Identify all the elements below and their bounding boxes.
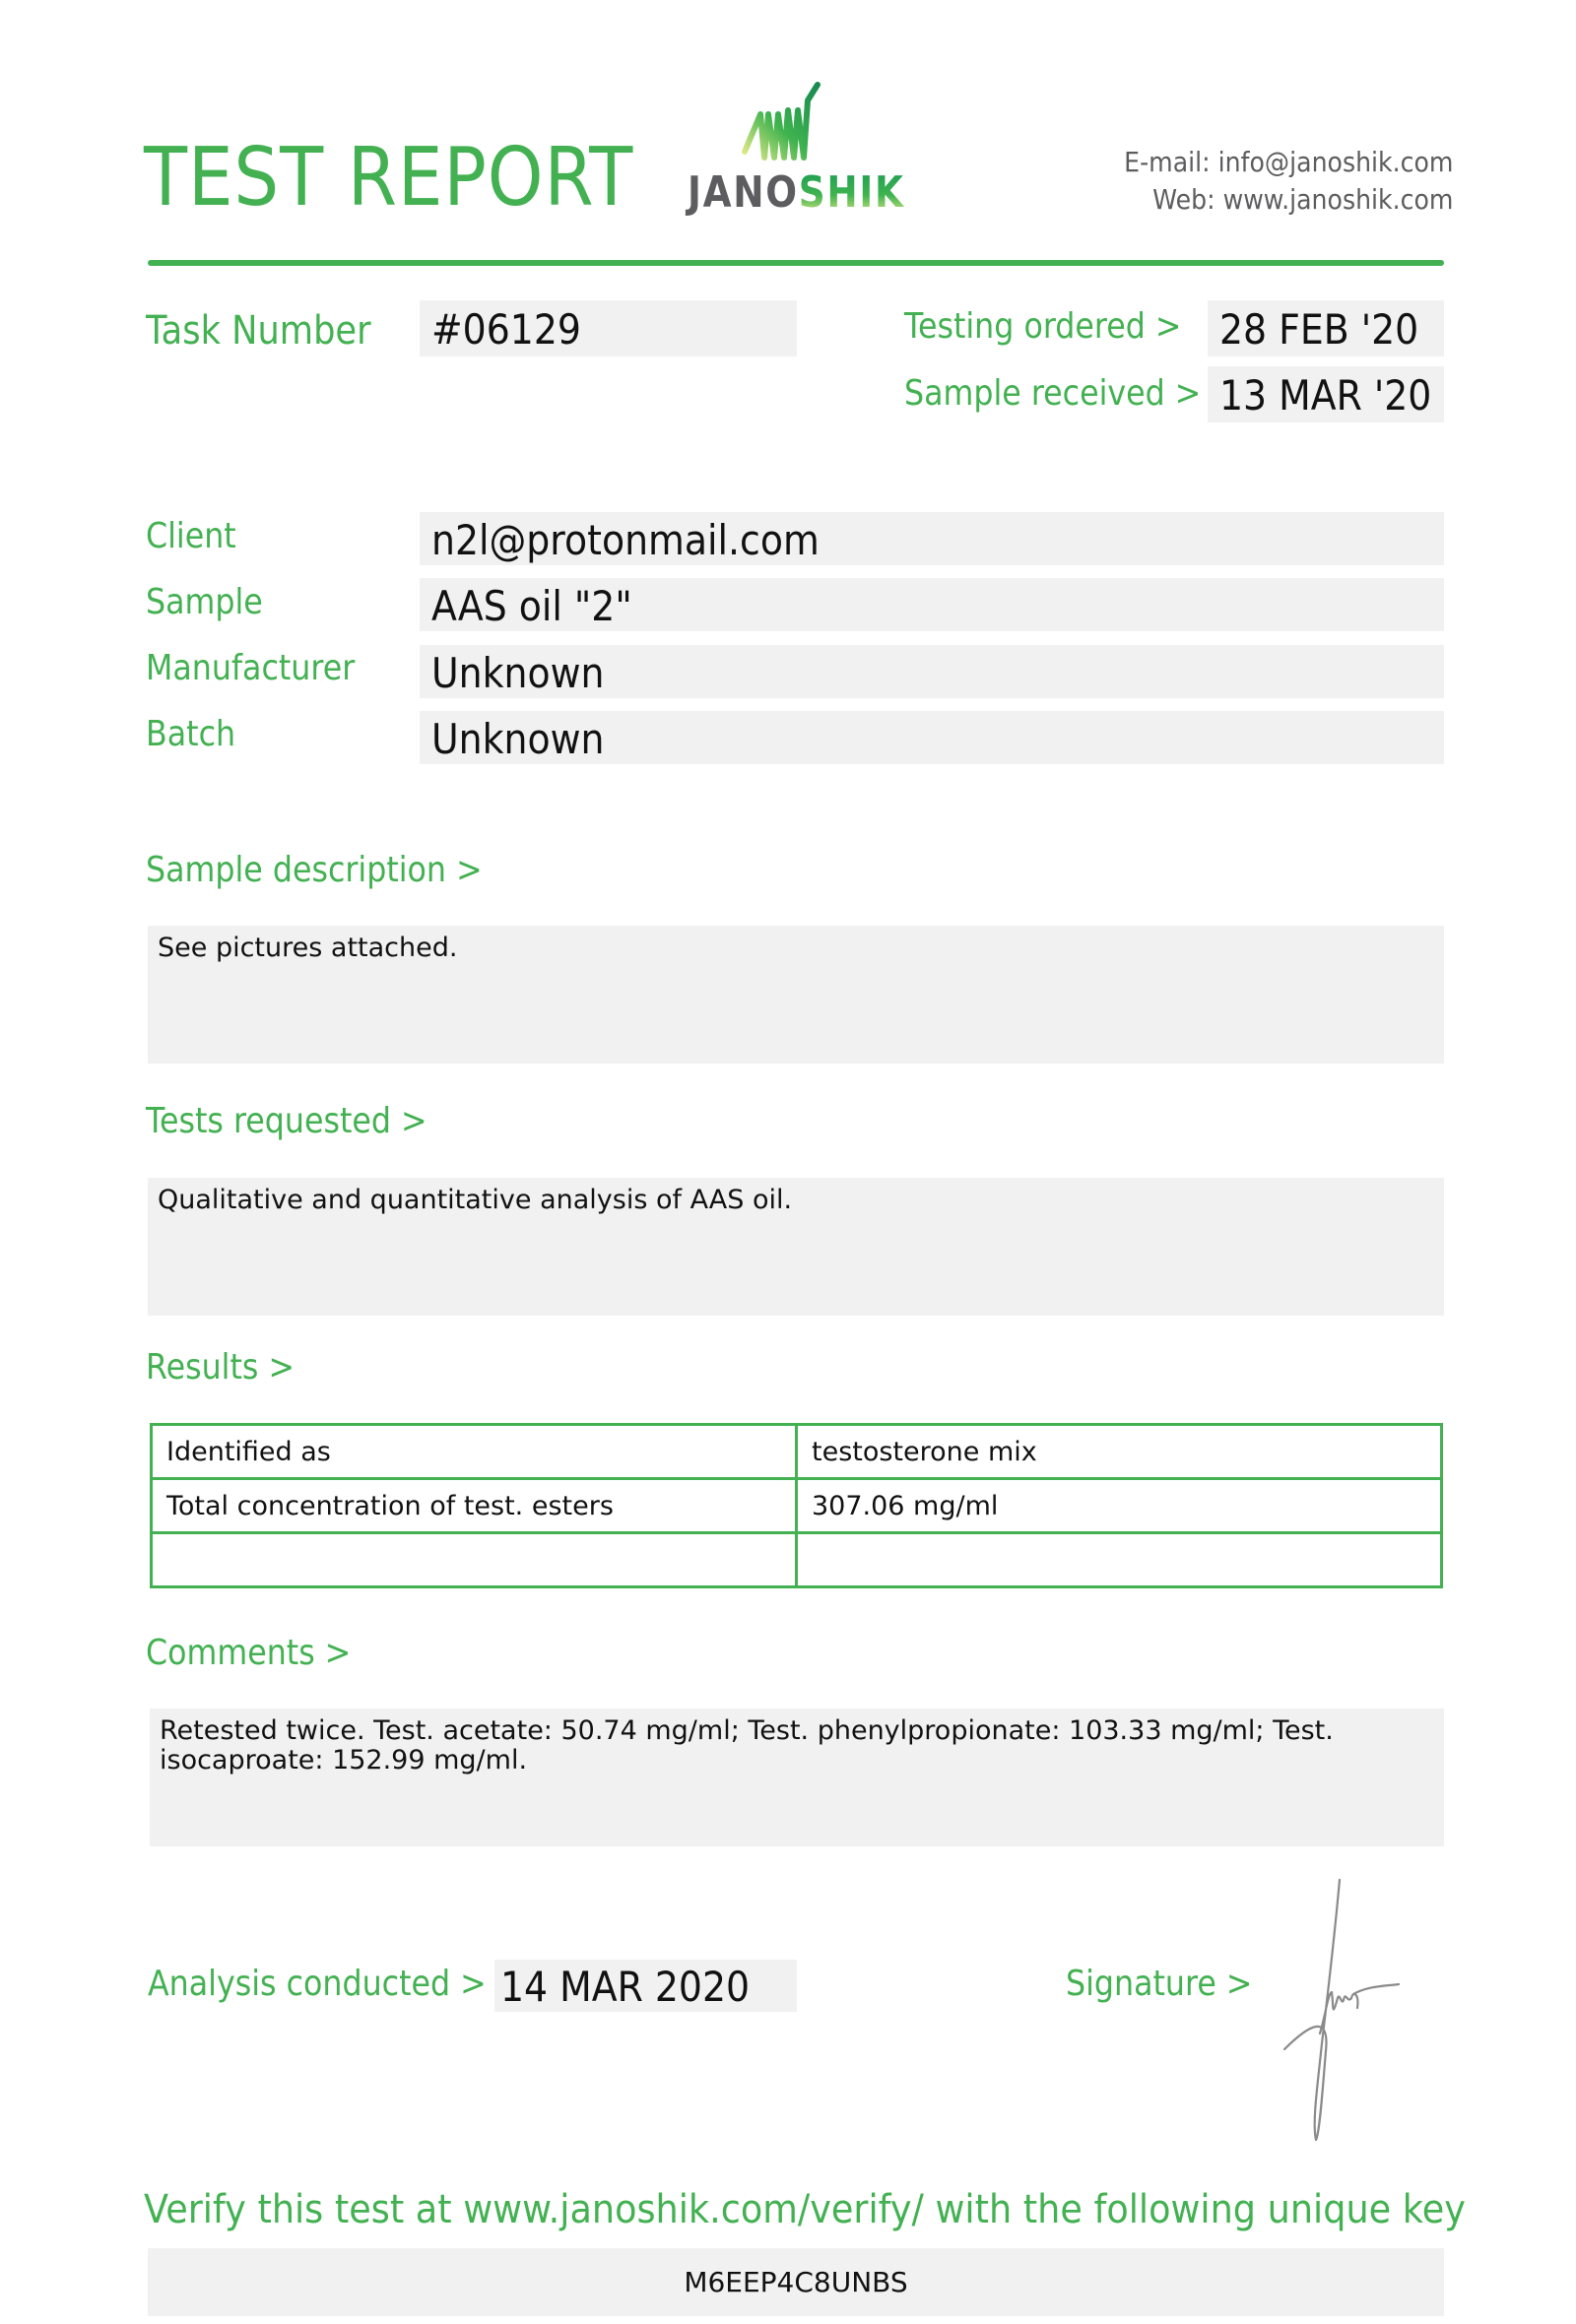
sample-received-field: [1208, 366, 1444, 422]
sample-received-value: 13 MAR '20: [1219, 371, 1432, 420]
result-label-cell: [152, 1533, 797, 1587]
batch-field: [420, 711, 1444, 764]
analysis-conducted-value: 14 MAR 2020: [500, 1963, 751, 2011]
contact-email[interactable]: E-mail: info@janoshik.com: [1123, 146, 1453, 178]
result-value-cell: 307.06 mg/ml: [797, 1479, 1442, 1533]
table-row: [152, 1479, 1442, 1533]
sample-received-label: Sample received >: [904, 373, 1202, 414]
signature-label: Signature >: [1066, 1964, 1253, 2004]
wordmark-accent: SHIK: [798, 167, 905, 218]
handwritten-signature-icon: [1280, 1876, 1438, 2152]
sample-description-box: [148, 926, 1444, 1064]
contact-info: [1124, 144, 1453, 219]
manufacturer-field: [420, 645, 1444, 698]
comments-text: Retested twice. Test. acetate: 50.74 mg/ml; Test. phenylpropionate: 103.33 mg/ml; Test. isocaproate: 152.99 mg/ml.: [160, 1715, 1334, 1775]
tests-requested-heading: Tests requested >: [146, 1101, 427, 1141]
verify-instructions: Verify this test at www.janoshik.com/verify/ with the following unique key: [144, 2187, 1466, 2232]
analysis-conducted-field: [494, 1960, 797, 2012]
verification-key: M6EEP4C8UNBS: [684, 2266, 908, 2298]
batch-value: Unknown: [431, 715, 605, 763]
result-label-cell: Identified as: [152, 1425, 797, 1479]
testing-ordered-field: [1208, 300, 1444, 356]
brand-logo: [680, 81, 906, 219]
result-label-cell: Total concentration of test. esters: [152, 1479, 797, 1533]
task-number-value: #06129: [431, 305, 581, 354]
sample-label: Sample: [146, 582, 263, 622]
tests-requested-box: [148, 1178, 1444, 1316]
client-field: [420, 512, 1444, 565]
results-heading: Results >: [146, 1347, 296, 1388]
contact-web[interactable]: Web: www.janoshik.com: [1151, 183, 1453, 216]
wordmark-dark: JANO: [688, 167, 799, 218]
task-number-field: [420, 300, 797, 356]
page-title: TEST REPORT: [144, 131, 634, 225]
testing-ordered-value: 28 FEB '20: [1219, 305, 1419, 354]
client-value: n2l@protonmail.com: [431, 516, 820, 564]
comments-box: [150, 1709, 1444, 1846]
analysis-conducted-label: Analysis conducted >: [148, 1964, 487, 2004]
sample-value: AAS oil "2": [431, 582, 632, 630]
results-table: [150, 1423, 1443, 1588]
janoshik-chart-logo-icon: [739, 81, 837, 169]
table-row: [152, 1533, 1442, 1587]
verification-key-field[interactable]: [148, 2248, 1444, 2316]
table-row: [152, 1425, 1442, 1479]
testing-ordered-label: Testing ordered >: [904, 306, 1182, 347]
sample-description-heading: Sample description >: [146, 850, 483, 890]
sample-field: [420, 578, 1444, 631]
batch-label: Batch: [146, 714, 236, 754]
sample-description-text: See pictures attached.: [158, 933, 458, 963]
manufacturer-label: Manufacturer: [146, 648, 356, 688]
result-value-cell: [797, 1533, 1442, 1587]
client-label: Client: [146, 516, 236, 556]
header-divider: [148, 260, 1444, 266]
manufacturer-value: Unknown: [431, 649, 605, 697]
result-value-cell: testosterone mix: [797, 1425, 1442, 1479]
comments-heading: Comments >: [146, 1633, 352, 1673]
brand-wordmark: [688, 167, 905, 218]
task-number-label: Task Number: [146, 308, 371, 354]
tests-requested-text: Qualitative and quantitative analysis of AAS oil.: [158, 1185, 793, 1215]
